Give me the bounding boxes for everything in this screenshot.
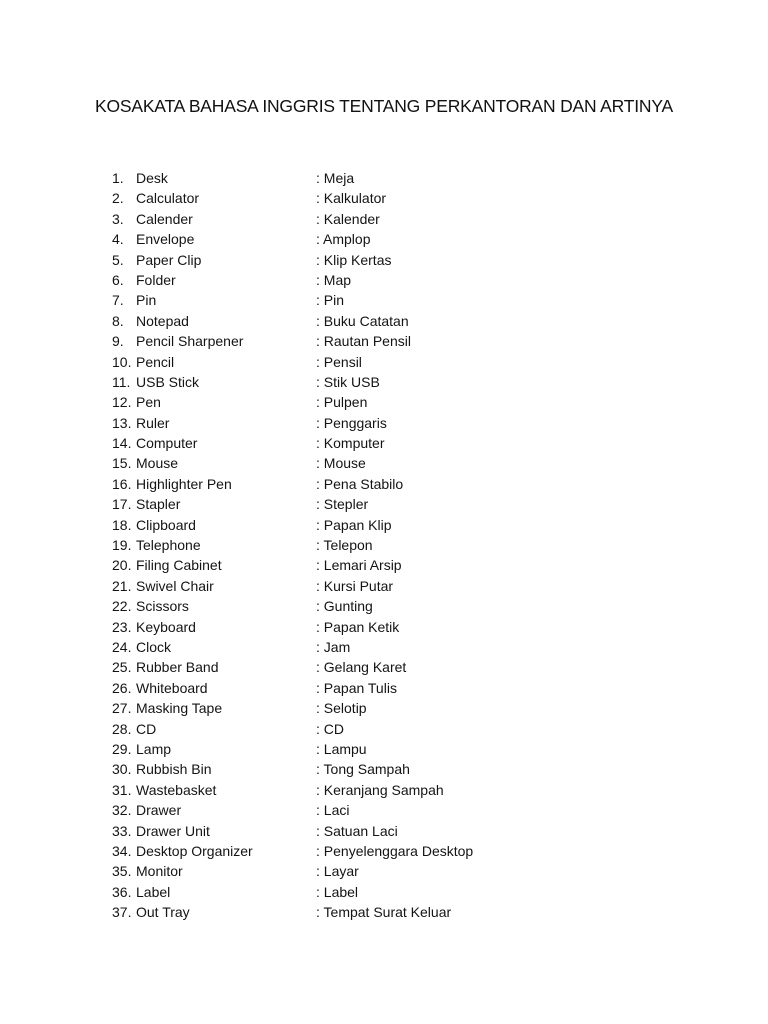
indonesian-meaning: : Label — [316, 883, 359, 900]
indonesian-meaning: : Pulpen — [316, 394, 368, 411]
item-number: 13. — [112, 414, 132, 431]
indonesian-meaning: : Amplop — [316, 231, 371, 248]
indonesian-meaning: : Pensil — [316, 353, 362, 370]
english-term: Pen — [136, 394, 161, 411]
indonesian-meaning: : Kursi Putar — [316, 577, 394, 594]
item-number: 23. — [112, 618, 132, 635]
indonesian-meaning: : Kalender — [316, 210, 380, 227]
indonesian-meaning: : Map — [316, 271, 352, 288]
english-term: Rubber Band — [136, 659, 219, 676]
item-number: 37. — [112, 904, 132, 921]
english-term: Keyboard — [136, 618, 196, 635]
item-number: 6. — [112, 271, 124, 288]
item-number: 31. — [112, 781, 132, 798]
indonesian-meaning: : Penggaris — [316, 414, 387, 431]
indonesian-meaning: : Papan Ketik — [316, 618, 400, 635]
english-term: Computer — [136, 435, 198, 452]
item-number: 9. — [112, 333, 124, 350]
indonesian-meaning: : Gelang Karet — [316, 659, 407, 676]
item-number: 16. — [112, 475, 132, 492]
indonesian-meaning: : Papan Klip — [316, 516, 392, 533]
item-number: 11. — [112, 373, 131, 390]
item-number: 28. — [112, 720, 132, 737]
english-term: CD — [136, 720, 157, 737]
item-number: 15. — [112, 455, 132, 472]
english-term: USB Stick — [136, 373, 200, 390]
english-term: Envelope — [136, 231, 195, 248]
english-term: Calculator — [136, 190, 200, 207]
english-term: Ruler — [136, 414, 170, 431]
indonesian-meaning: : Telepon — [316, 537, 373, 554]
item-number: 24. — [112, 638, 132, 655]
item-number: 27. — [112, 700, 132, 717]
indonesian-meaning: : Tong Sampah — [316, 761, 410, 778]
indonesian-meaning: : CD — [316, 720, 344, 737]
indonesian-meaning: : Selotip — [316, 700, 367, 717]
indonesian-meaning: : Komputer — [316, 435, 385, 452]
item-number: 29. — [112, 740, 132, 757]
english-term: Clock — [136, 638, 172, 655]
english-term: Highlighter Pen — [136, 475, 232, 492]
item-number: 17. — [112, 496, 132, 513]
page-title: KOSAKATA BAHASA INGGRIS TENTANG PERKANTORAN DAN ARTINYA — [95, 96, 673, 116]
english-term: Scissors — [136, 598, 189, 615]
item-number: 32. — [112, 802, 132, 819]
indonesian-meaning: : Pena Stabilo — [316, 475, 404, 492]
english-term: Monitor — [136, 863, 183, 880]
item-number: 33. — [112, 822, 132, 839]
indonesian-meaning: : Satuan Laci — [316, 822, 398, 839]
english-term: Mouse — [136, 455, 179, 472]
indonesian-meaning: : Gunting — [316, 598, 373, 615]
item-number: 2. — [112, 190, 124, 207]
item-number: 3. — [112, 210, 124, 227]
english-term: Telephone — [136, 537, 201, 554]
english-term: Clipboard — [136, 516, 196, 533]
item-number: 20. — [112, 557, 132, 574]
item-number: 5. — [112, 251, 124, 268]
indonesian-meaning: : Laci — [316, 802, 350, 819]
english-term: Lamp — [136, 740, 172, 757]
english-term: Stapler — [136, 496, 181, 513]
english-term: Pencil Sharpener — [136, 333, 244, 350]
english-term: Filing Cabinet — [136, 557, 222, 574]
indonesian-meaning: : Buku Catatan — [316, 312, 409, 329]
item-number: 36. — [112, 883, 132, 900]
english-term: Out Tray — [136, 904, 190, 921]
english-term: Whiteboard — [136, 679, 208, 696]
english-term: Wastebasket — [136, 781, 217, 798]
item-number: 30. — [112, 761, 132, 778]
item-number: 18. — [112, 516, 132, 533]
english-term: Notepad — [136, 312, 189, 329]
item-number: 25. — [112, 659, 132, 676]
indonesian-meaning: : Penyelenggara Desktop — [316, 842, 474, 859]
item-number: 26. — [112, 679, 132, 696]
item-number: 35. — [112, 863, 132, 880]
item-number: 22. — [112, 598, 132, 615]
english-term: Pin — [136, 292, 157, 309]
indonesian-meaning: : Kalkulator — [316, 190, 387, 207]
indonesian-meaning: : Klip Kertas — [316, 251, 392, 268]
english-term: Drawer Unit — [136, 822, 210, 839]
item-number: 1. — [112, 170, 124, 186]
indonesian-meaning: : Keranjang Sampah — [316, 781, 444, 798]
indonesian-meaning: : Tempat Surat Keluar — [316, 904, 452, 921]
item-number: 34. — [112, 842, 132, 859]
indonesian-meaning: : Papan Tulis — [316, 679, 397, 696]
item-number: 12. — [112, 394, 132, 411]
english-term: Desk — [136, 170, 168, 186]
english-term: Swivel Chair — [136, 577, 214, 594]
english-term: Label — [136, 883, 171, 900]
english-term: Desktop Organizer — [136, 842, 253, 859]
item-number: 8. — [112, 312, 124, 329]
item-number: 19. — [112, 537, 132, 554]
item-number: 21. — [112, 577, 132, 594]
english-term: Drawer — [136, 802, 182, 819]
english-term: Pencil — [136, 353, 175, 370]
english-term: Calender — [136, 210, 193, 227]
indonesian-meaning: : Stepler — [316, 496, 369, 513]
english-term: Masking Tape — [136, 700, 223, 717]
item-number: 14. — [112, 435, 132, 452]
english-term: Paper Clip — [136, 251, 202, 268]
indonesian-meaning: : Meja — [316, 170, 355, 186]
english-term: Folder — [136, 271, 176, 288]
item-number: 10. — [112, 353, 132, 370]
indonesian-meaning: : Stik USB — [316, 373, 380, 390]
indonesian-meaning: : Lemari Arsip — [316, 557, 402, 574]
indonesian-meaning: : Layar — [316, 863, 359, 880]
english-term: Rubbish Bin — [136, 761, 212, 778]
indonesian-meaning: : Pin — [316, 292, 345, 309]
item-number: 4. — [112, 231, 124, 248]
indonesian-meaning: : Lampu — [316, 740, 367, 757]
indonesian-meaning: : Rautan Pensil — [316, 333, 411, 350]
item-number: 7. — [112, 292, 124, 309]
indonesian-meaning: : Jam — [316, 638, 351, 655]
indonesian-meaning: : Mouse — [316, 455, 366, 472]
